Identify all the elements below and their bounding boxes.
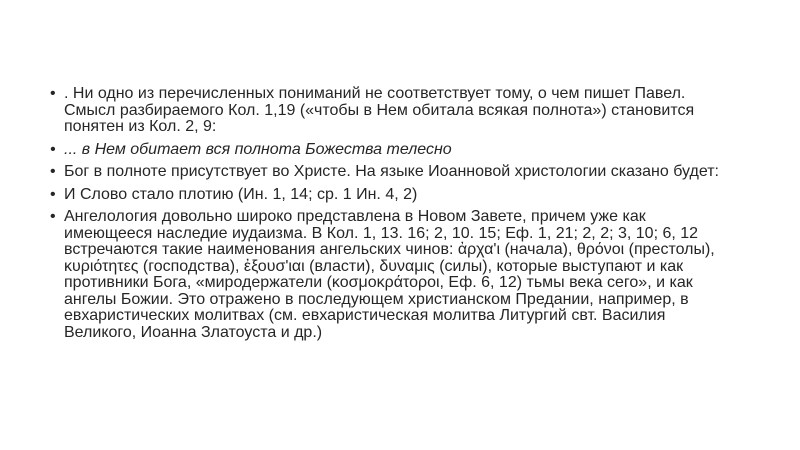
bullet-text-3: Бог в полноте присутствует во Христе. На языке Иоанновой христологии сказано будет:	[64, 163, 719, 180]
bullet-item-3	[48, 164, 728, 181]
bullet-item-5	[48, 209, 728, 341]
bullet-text-4: И Слово стало плотию (Ин. 1, 14; ср. 1 Ин. 4, 2)	[64, 185, 418, 203]
bullet-text-2: ... в Нем обитает вся полнота Божества телесно	[64, 140, 452, 158]
bullet-text-1: . Ни одно из перечисленных пониманий не соответствует тому, о чем пишет Павел. Смысл разбираемого Кол. 1,19 («чтобы в Нем обитала всякая полнота») становится понятен из Кол. 2, 9:	[64, 85, 695, 135]
bullet-text-5: Ангелология довольно широко представлена в Новом Завете, причем уже как имеющееся наследие иудаизма. В Кол. 1, 13. 16; 2, 10. 15; Еф. 1, 21; 2, 2; 3, 10; 6, 12 встречаются такие наименования ангельских чинов: ἀρχα'ι (начала), θρόνοι (престолы), κυριότητες (господства), ἐξουσ'ιαι (власти), δυναμις (силы), которые выступают и как противники Бога, «миродержатели (κοσμοκράτοροι, Еф. 6, 12) тьмы века сего», и как ангелы Божии. Это отражено в последующем христианском Предании, например, в евхаристических молитвах (см. евхаристическая молитва Литургий свт. Василия Великого, Иоанна Златоуста и др.)	[64, 208, 715, 341]
slide-body	[48, 86, 728, 347]
bullet-item-2	[48, 142, 728, 159]
bullet-item-4	[48, 187, 728, 204]
bullet-item-1	[48, 86, 728, 136]
